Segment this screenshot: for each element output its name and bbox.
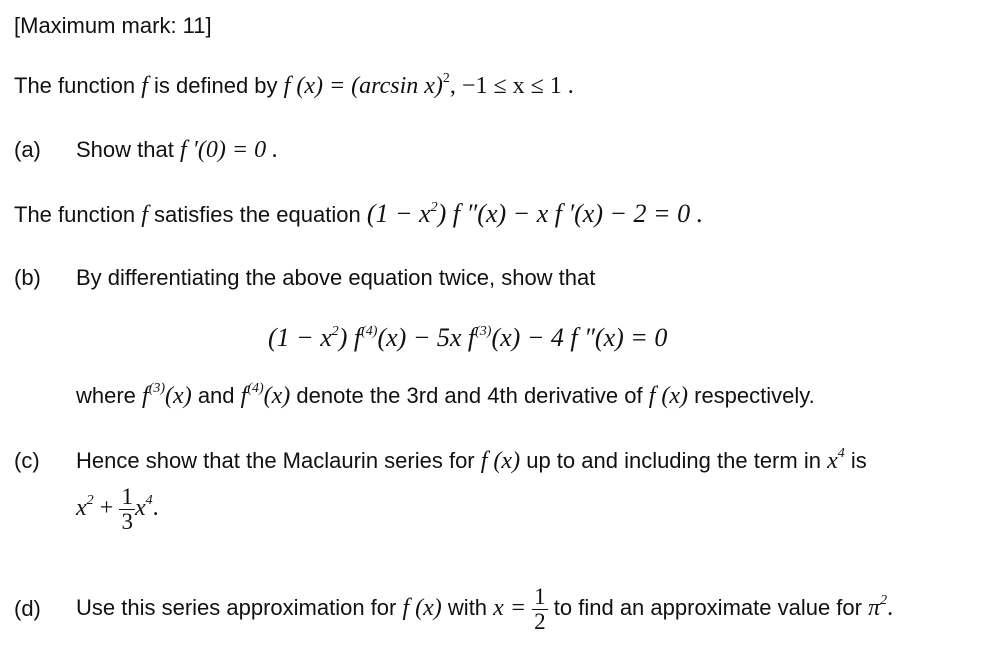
where-f1: f (142, 383, 149, 409)
where-x2: (x) (263, 383, 291, 409)
part-b-body (76, 263, 595, 293)
part-c-fx: f (x) (480, 448, 521, 474)
definition-expr: f (x) = (arcsin x) (283, 73, 443, 99)
statement-text-2: satisfies the equation (154, 202, 361, 227)
where-f2: f (240, 383, 248, 409)
where-fx: f (x) (648, 383, 688, 409)
part-d-num: 1 (534, 583, 546, 609)
statement-line (14, 199, 703, 230)
part-c-label: (c) (14, 448, 40, 473)
part-d-den: 2 (534, 608, 546, 634)
part-b-text: By differentiating the above equation twice, show that (76, 265, 596, 290)
part-d-fx: f (x) (402, 595, 442, 621)
part-a-expr: f ′(0) = 0 . (179, 137, 279, 163)
part-c-x4 (827, 448, 845, 474)
part-a (14, 135, 41, 165)
where-text-1: where (76, 383, 136, 408)
eq-exp-3: (3) (475, 324, 492, 339)
part-d-text-2: with (447, 595, 488, 620)
eq-seg-3: (x) − 5x f (377, 323, 476, 352)
part-a-body (76, 135, 278, 165)
pi-exp: 2 (880, 593, 888, 608)
part-b (14, 263, 41, 293)
statement-eq-2: ) f ″(x) − x f ′(x) − 2 = 0 . (437, 199, 704, 228)
series-x4 (135, 495, 153, 521)
derivative-equation (268, 323, 667, 352)
where-s1: (3) (148, 381, 166, 396)
part-c-text-2: up to and including the term in (526, 448, 821, 473)
where-x1: (x) (165, 383, 192, 409)
eq-exp-1: 2 (331, 324, 339, 339)
series-e2: 4 (145, 493, 153, 508)
intro-text: The function (14, 73, 136, 98)
series-x-2: x (134, 495, 146, 521)
part-c-body (76, 446, 867, 476)
function-symbol-2: f (141, 202, 148, 228)
pi-symbol: π (868, 595, 881, 621)
part-c-text: Hence show that the Maclaurin series for (76, 448, 475, 473)
part-d-fraction (532, 585, 548, 634)
where-text-2: and (197, 383, 235, 408)
eq-seg-2: ) f (338, 323, 362, 352)
part-a-text: Show that (76, 137, 174, 162)
max-mark-text: [Maximum mark: 11] (14, 13, 212, 38)
intro-text-2: is defined by (154, 73, 278, 98)
series-e1: 2 (86, 493, 94, 508)
part-d-dot: . (887, 595, 894, 621)
part-d-xeq: x = (493, 595, 527, 621)
third-derivative (142, 383, 192, 409)
part-c-text-3: is (850, 448, 867, 473)
part-d-text: Use this series approximation for (76, 595, 397, 620)
part-d (14, 594, 41, 624)
maclaurin-series (76, 484, 159, 534)
part-d-body (76, 580, 893, 636)
eq-seg-4: (x) − 4 f ″(x) = 0 (491, 323, 668, 352)
series-num: 1 (121, 483, 133, 509)
statement-equation (367, 199, 703, 228)
statement-text: The function (14, 202, 136, 227)
part-c-xexp: 4 (837, 446, 845, 461)
part-b-label: (b) (14, 265, 41, 290)
series-x: x (76, 495, 87, 521)
part-c-x: x (827, 448, 838, 474)
part-b-equation (268, 323, 667, 354)
statement-eq-exp: 2 (430, 200, 438, 215)
where-text-4: respectively. (694, 383, 815, 408)
part-d-text-3: to find an approximate value for (553, 595, 862, 620)
series-plus: + (99, 495, 114, 521)
pi-squared (868, 595, 887, 621)
part-c (14, 446, 40, 476)
series-x2 (76, 495, 94, 521)
max-mark (14, 11, 212, 41)
definition-domain: , −1 ≤ x ≤ 1 . (449, 73, 574, 99)
part-a-label: (a) (14, 137, 41, 162)
eq-exp-2: (4) (361, 324, 378, 339)
intro-line (14, 71, 574, 101)
part-b-where (76, 381, 815, 411)
series-fraction (119, 485, 135, 534)
where-s2: (4) (247, 381, 264, 396)
definition-exponent: 2 (442, 71, 450, 86)
series-den: 3 (121, 508, 133, 534)
fourth-derivative (241, 383, 291, 409)
where-text-3: denote the 3rd and 4th derivative of (296, 383, 643, 408)
function-symbol: f (141, 73, 148, 99)
part-d-label: (d) (14, 596, 41, 621)
series-dot: . (152, 495, 159, 521)
statement-eq-1: (1 − x (366, 199, 431, 228)
function-definition (284, 73, 574, 99)
eq-seg-1: (1 − x (268, 323, 332, 352)
